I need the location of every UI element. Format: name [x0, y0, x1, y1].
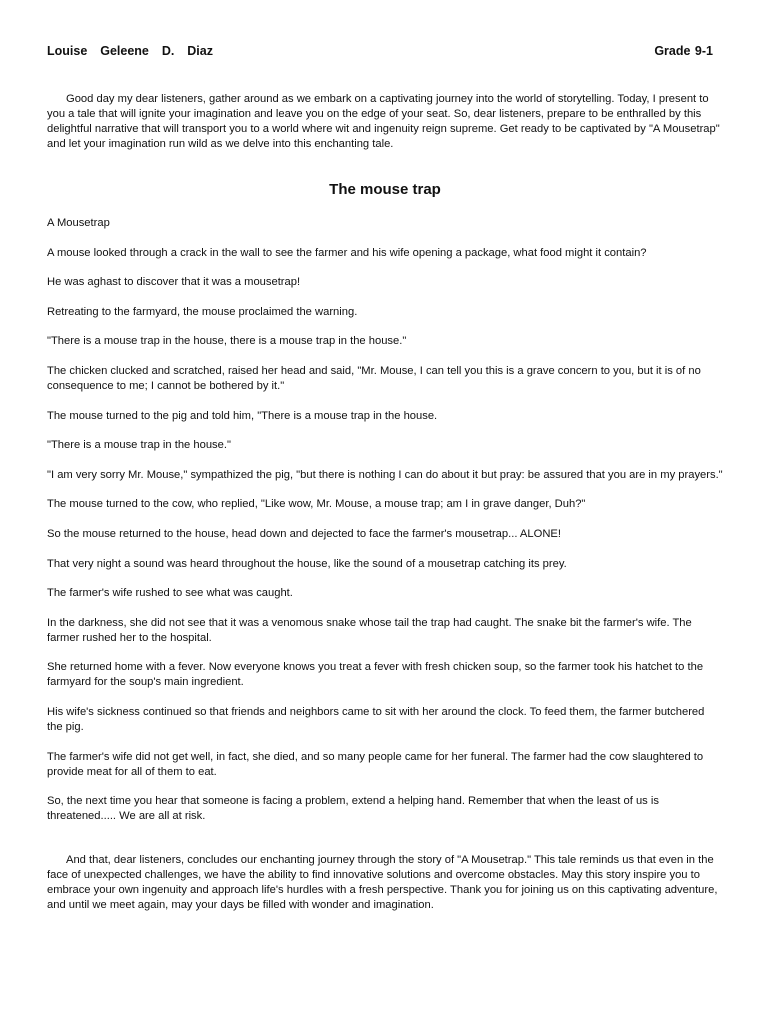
story-body [47, 216, 723, 839]
story-paragraph: "There is a mouse trap in the house, there is a mouse trap in the house." [47, 335, 407, 348]
story-paragraph: She returned home with a fever. Now everyone knows you treat a fever with fresh chicken soup, so the farmer took his hatchet to the farmyard for the soup's main ingredient. [47, 661, 704, 689]
story-paragraph: The chicken clucked and scratched, raised her head and said, "Mr. Mouse, I can tell you this is a grave concern to you, but it is of no consequence to me; I cannot be bothered by it." [47, 364, 701, 392]
closing-paragraph: And that, dear listeners, concludes our enchanting journey through the story of "A Mousetrap." This tale reminds us that even in the face of unexpected challenges, we have the ability to find innovative solutions and overcome obstacles. May this story inspire you to embrace your own ingenuity and approach life's hurdles with a fresh perspective. Thank you for joining us on this captivating adventure, and until we meet again, may your days be filled with wonder and imagination. [47, 854, 718, 911]
story-paragraph: The farmer's wife rushed to see what was caught. [47, 587, 293, 600]
story-paragraph: So the mouse returned to the house, head down and dejected to face the farmer's mousetrap... ALONE! [47, 527, 561, 540]
story-paragraph: A Mousetrap [47, 217, 110, 229]
story-paragraph: That very night a sound was heard throughout the house, like the sound of a mousetrap catching its prey. [47, 557, 567, 570]
document-title: The mouse trap [329, 181, 441, 198]
story-paragraph: The mouse turned to the pig and told him, "There is a mouse trap in the house. [47, 409, 438, 422]
grade-label: Grade 9-1 [654, 44, 713, 58]
intro-paragraph: Good day my dear listeners, gather around as we embark on a captivating journey into the world of storytelling. Today, I present to you a tale that will ignite your imagination and leave you on the edge of your seat. So, dear listeners, prepare to be enthralled by this delightful narrative that will transport you to a world where wit and ingenuity reign supreme. Get ready to be captivated by "A Mousetrap" and let your imagination run wild as we delve into this enchanting tale. [47, 93, 720, 150]
story-paragraph: Retreating to the farmyard, the mouse proclaimed the warning. [47, 305, 358, 318]
story-paragraph: The mouse turned to the cow, who replied, "Like wow, Mr. Mouse, a mouse trap; am I in grave danger, Duh?" [47, 498, 586, 511]
story-paragraph: "There is a mouse trap in the house." [47, 439, 231, 452]
story-paragraph: His wife's sickness continued so that friends and neighbors came to sit with her around the clock. To feed them, the farmer butchered the pig. [47, 705, 705, 733]
story-paragraph: In the darkness, she did not see that it was a venomous snake whose tail the trap had caught. The snake bit the farmer's wife. The farmer rushed her to the hospital. [47, 616, 692, 644]
story-paragraph: He was aghast to discover that it was a mousetrap! [47, 276, 301, 289]
author-name: Louise Geleene D. Diaz [47, 44, 213, 58]
story-paragraph: So, the next time you hear that someone is facing a problem, extend a helping hand. Remember that when the least of us is threatened..... We are all at risk. [47, 795, 659, 823]
story-paragraph: The farmer's wife did not get well, in fact, she died, and so many people came for her funeral. The farmer had the cow slaughtered to provide meat for all of them to eat. [47, 750, 704, 778]
story-paragraph: "I am very sorry Mr. Mouse," sympathized the pig, "but there is nothing I can do about it but pray: be assured that you are in my prayers." [47, 468, 723, 481]
document-header [47, 44, 713, 58]
story-paragraph: A mouse looked through a crack in the wall to see the farmer and his wife opening a package, what food might it contain? [47, 246, 647, 259]
